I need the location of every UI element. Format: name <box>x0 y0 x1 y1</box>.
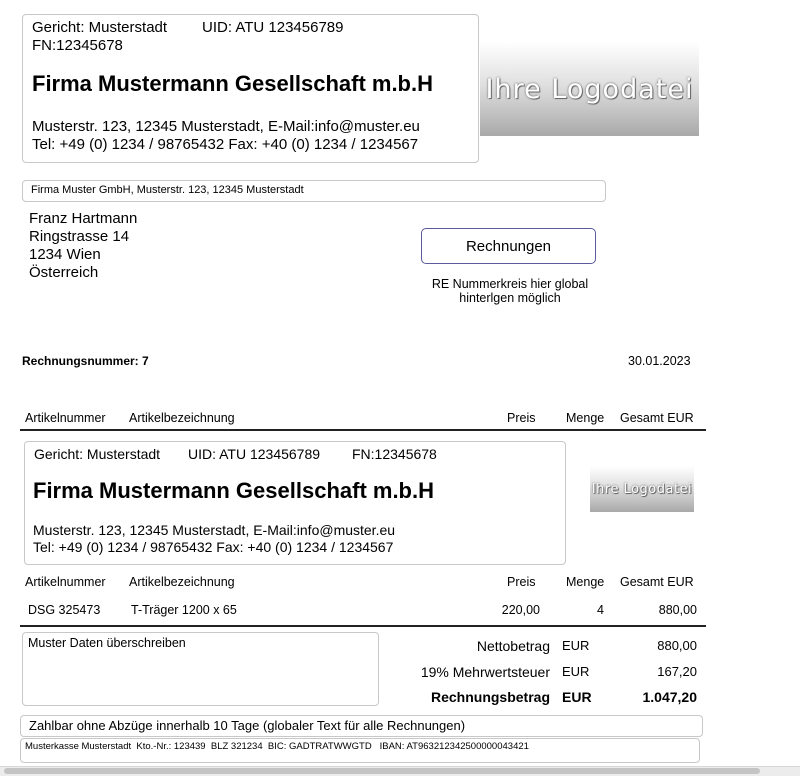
number-range-note-1: RE Nummerkreis hier global <box>431 277 589 291</box>
logo-placeholder-2[interactable]: Ihre Logodatei <box>590 466 694 512</box>
item-rule <box>20 625 706 627</box>
payment-terms: Zahlbar ohne Abzüge innerhalb 10 Tage (globaler Text für alle Rechnungen) <box>29 718 466 733</box>
item-price: 220,00 <box>501 603 540 617</box>
scrollbar-thumb[interactable] <box>4 768 760 774</box>
logo-placeholder[interactable]: Ihre Logodatei <box>480 42 699 136</box>
company-address: Musterstr. 123, 12345 Musterstadt, E-Mail:info@muster.eu <box>32 118 420 135</box>
recipient-country: Österreich <box>29 264 99 281</box>
company-name-2: Firma Mustermann Gesellschaft m.b.H <box>33 478 434 503</box>
col-price-2: Preis <box>507 575 536 589</box>
vat-label: 19% Mehrwertsteuer <box>420 664 550 680</box>
col-price: Preis <box>507 411 536 425</box>
item-total: 880,00 <box>658 603 697 617</box>
notes-text: Muster Daten überschreiben <box>28 636 186 650</box>
recipient-name: Franz Hartmann <box>29 210 138 227</box>
item-article-no: DSG 325473 <box>28 603 101 617</box>
recipient-street: Ringstrasse 14 <box>29 228 130 245</box>
bank-details: Musterkasse Musterstadt Kto.-Nr.: 123439 BLZ 321234 BIC: GADTRATWWGTD IBAN: AT963212342500000043421 <box>25 741 529 752</box>
col-article-no: Artikelnummer <box>25 411 106 425</box>
col-article-no-2: Artikelnummer <box>25 575 106 589</box>
company-phone-2: Tel: +49 (0) 1234 / 98765432 Fax: +40 (0) 1234 / 1234567 <box>33 539 394 555</box>
invoice-number: Rechnungsnummer: 7 <box>22 354 149 368</box>
col-qty-2: Menge <box>566 575 605 589</box>
vat-currency: EUR <box>562 664 590 679</box>
col-total-2: Gesamt EUR <box>620 575 694 589</box>
number-range-note-2: hinterlgen möglich <box>459 291 561 305</box>
col-total: Gesamt EUR <box>620 411 694 425</box>
header-rule-1 <box>20 429 706 431</box>
uid-text-2: UID: ATU 123456789 <box>188 446 321 462</box>
invoices-button[interactable]: Rechnungen <box>421 228 596 264</box>
company-address-2: Musterstr. 123, 12345 Musterstadt, E-Mail:info@muster.eu <box>33 522 396 538</box>
court-text: Gericht: Musterstadt <box>32 19 168 36</box>
col-description-2: Artikelbezeichnung <box>129 575 235 589</box>
fn-text: FN:12345678 <box>32 37 123 54</box>
invoice-date: 30.01.2023 <box>628 354 691 368</box>
col-qty: Menge <box>566 411 605 425</box>
uid-text: UID: ATU 123456789 <box>202 19 344 36</box>
vat-value: 167,20 <box>657 664 697 679</box>
net-value: 880,00 <box>657 638 697 653</box>
net-label: Nettobetrag <box>476 638 550 654</box>
gross-value: 1.047,20 <box>642 689 697 705</box>
court-text-2: Gericht: Musterstadt <box>34 446 161 462</box>
recipient-city: 1234 Wien <box>29 246 101 263</box>
item-qty: 4 <box>597 603 604 617</box>
gross-currency: EUR <box>562 689 592 705</box>
sender-line: Firma Muster GmbH, Musterstr. 123, 12345 Musterstadt <box>31 184 304 196</box>
fn-text-2: FN:12345678 <box>352 446 437 462</box>
company-name: Firma Mustermann Gesellschaft m.b.H <box>32 71 433 96</box>
item-description: T-Träger 1200 x 65 <box>131 603 237 617</box>
net-currency: EUR <box>562 638 590 653</box>
gross-label: Rechnungsbetrag <box>430 689 550 705</box>
company-phone: Tel: +49 (0) 1234 / 98765432 Fax: +40 (0) 1234 / 1234567 <box>32 136 419 153</box>
col-description: Artikelbezeichnung <box>129 411 235 425</box>
